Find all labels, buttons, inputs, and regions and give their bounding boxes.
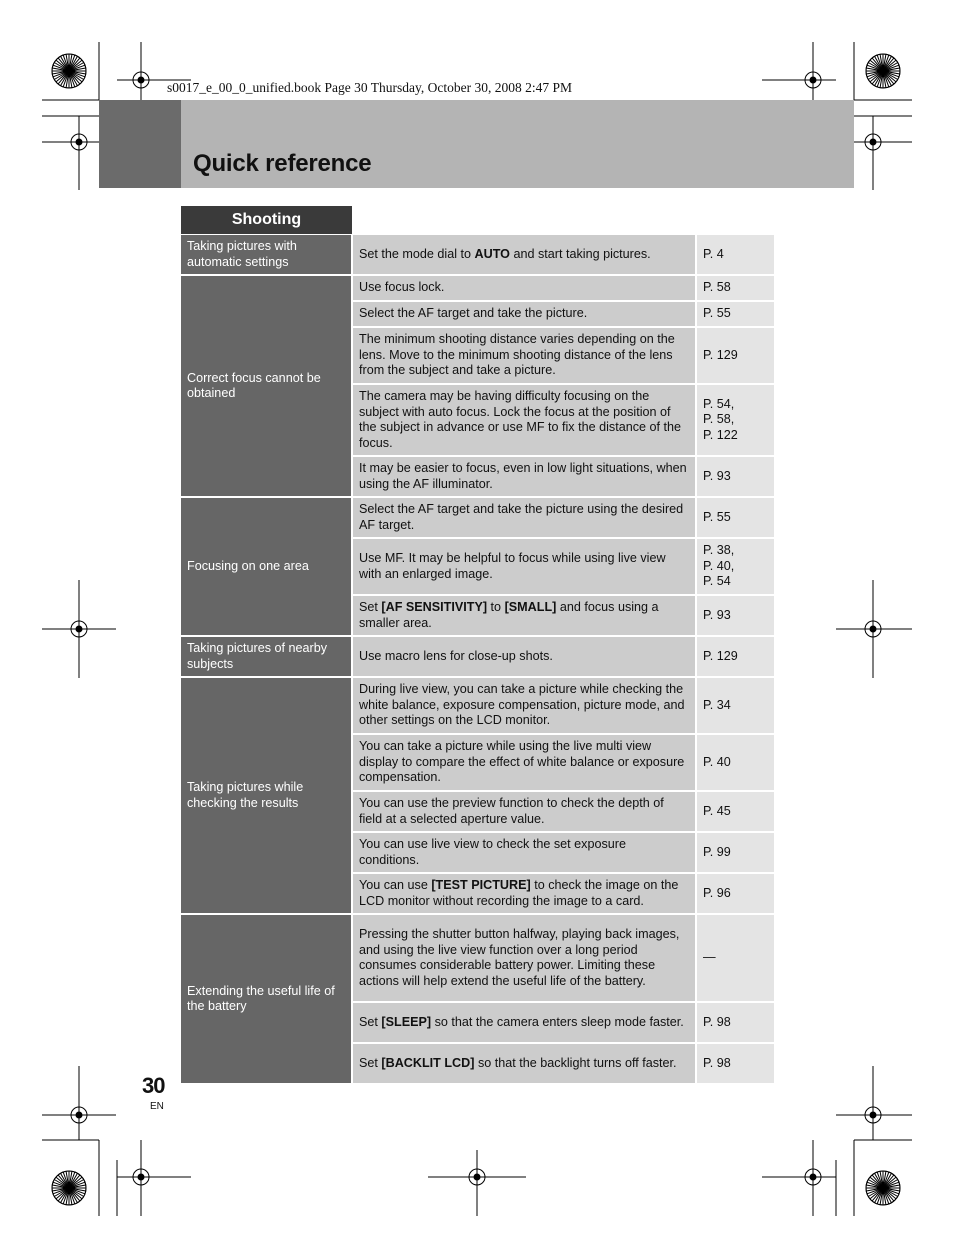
row-description: Select the AF target and take the picture. bbox=[352, 301, 696, 327]
row-page-reference: P. 58 bbox=[696, 275, 774, 301]
row-page-reference: P. 93 bbox=[696, 595, 774, 636]
book-header: s0017_e_00_0_unified.book Page 30 Thursday, October 30, 2008 2:47 PM bbox=[167, 80, 572, 95]
row-description: You can use live view to check the set exposure conditions. bbox=[352, 832, 696, 873]
row-page-reference: P. 96 bbox=[696, 873, 774, 914]
section-tab-shooting: Shooting bbox=[181, 206, 352, 234]
row-description: Use focus lock. bbox=[352, 275, 696, 301]
row-page-reference: P. 40 bbox=[696, 734, 774, 791]
row-description: Use macro lens for close-up shots. bbox=[352, 636, 696, 677]
table-row bbox=[181, 275, 774, 301]
row-page-reference: P. 99 bbox=[696, 832, 774, 873]
row-description: Set the mode dial to AUTO and start taking pictures. bbox=[352, 235, 696, 275]
page-language: EN bbox=[150, 1101, 164, 1112]
row-page-reference: P. 98 bbox=[696, 1043, 774, 1084]
row-description: Set [SLEEP] so that the camera enters sleep mode faster. bbox=[352, 1002, 696, 1043]
row-page-reference: P. 129 bbox=[696, 636, 774, 677]
row-description: During live view, you can take a picture while checking the white balance, exposure compensation, picture mode, and other settings on the LCD monitor. bbox=[352, 677, 696, 734]
row-description: Use MF. It may be helpful to focus while using live view with an enlarged image. bbox=[352, 538, 696, 595]
row-category: Taking pictures with automatic settings bbox=[181, 235, 352, 275]
row-page-reference: P. 54, P. 58, P. 122 bbox=[696, 384, 774, 456]
row-page-reference: P. 45 bbox=[696, 791, 774, 832]
table-row bbox=[181, 636, 774, 677]
row-category: Extending the useful life of the battery bbox=[181, 914, 352, 1084]
header-band-dark bbox=[99, 100, 181, 188]
row-category: Taking pictures while checking the results bbox=[181, 677, 352, 914]
table-row bbox=[181, 497, 774, 538]
row-page-reference: P. 55 bbox=[696, 497, 774, 538]
row-description: You can use the preview function to check the depth of field at a selected aperture value. bbox=[352, 791, 696, 832]
row-page-reference: — bbox=[696, 914, 774, 1002]
row-description: You can take a picture while using the live multi view display to compare the effect of white balance or exposure compensation. bbox=[352, 734, 696, 791]
page-number: 30 bbox=[142, 1073, 165, 1098]
row-description: You can use [TEST PICTURE] to check the image on the LCD monitor without recording the image to a card. bbox=[352, 873, 696, 914]
page-title: Quick reference bbox=[193, 150, 372, 177]
row-page-reference: P. 4 bbox=[696, 235, 774, 275]
row-category: Focusing on one area bbox=[181, 497, 352, 636]
quick-reference-table bbox=[181, 235, 774, 1085]
table-row bbox=[181, 677, 774, 734]
row-description: The camera may be having difficulty focusing on the subject with auto focus. Lock the focus at the position of the subject in advance or use MF to fix the distance of the focus. bbox=[352, 384, 696, 456]
row-description: It may be easier to focus, even in low light situations, when using the AF illuminator. bbox=[352, 456, 696, 497]
row-category: Correct focus cannot be obtained bbox=[181, 275, 352, 497]
row-description: The minimum shooting distance varies depending on the lens. Move to the minimum shooting distance of the lens from the subject and take a picture. bbox=[352, 327, 696, 384]
row-category: Taking pictures of nearby subjects bbox=[181, 636, 352, 677]
row-page-reference: P. 38, P. 40, P. 54 bbox=[696, 538, 774, 595]
row-description: Set [AF SENSITIVITY] to [SMALL] and focus using a smaller area. bbox=[352, 595, 696, 636]
table-row bbox=[181, 235, 774, 275]
row-page-reference: P. 98 bbox=[696, 1002, 774, 1043]
row-page-reference: P. 55 bbox=[696, 301, 774, 327]
row-page-reference: P. 93 bbox=[696, 456, 774, 497]
row-page-reference: P. 34 bbox=[696, 677, 774, 734]
table-row bbox=[181, 914, 774, 1002]
row-description: Set [BACKLIT LCD] so that the backlight turns off faster. bbox=[352, 1043, 696, 1084]
row-page-reference: P. 129 bbox=[696, 327, 774, 384]
row-description: Select the AF target and take the picture using the desired AF target. bbox=[352, 497, 696, 538]
row-description: Pressing the shutter button halfway, playing back images, and using the live view function over a long period consumes considerable battery power. Limiting these actions will help extend the useful life of the battery. bbox=[352, 914, 696, 1002]
